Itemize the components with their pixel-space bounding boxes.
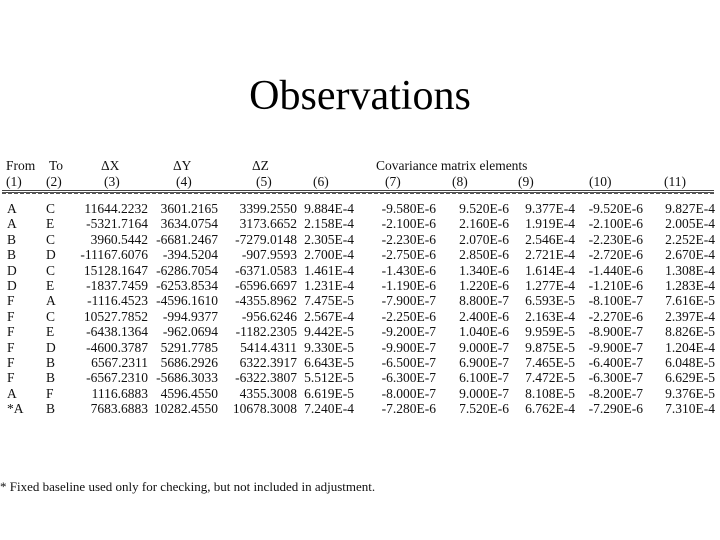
cell-from: F (7, 370, 15, 386)
header-row-labels (0, 158, 720, 174)
cell-delta-y: 5686.2926 (160, 354, 218, 370)
cell-delta-x: -11167.6076 (80, 247, 148, 263)
column-number: (5) (256, 174, 272, 189)
table-row (0, 370, 720, 385)
header-covariance: Covariance matrix elements (376, 158, 528, 173)
table-row (0, 355, 720, 370)
cell-delta-y: -994.9377 (162, 308, 218, 324)
header-row-numbers (0, 174, 720, 190)
cell-delta-z: 3173.6652 (239, 216, 297, 232)
cell-cov-7: -1.430E-6 (381, 262, 436, 278)
header-to: To (49, 158, 64, 173)
cell-delta-y: 4596.4550 (160, 385, 218, 401)
cell-cov-8: 2.400E-6 (459, 308, 509, 324)
cell-cov-10: -7.290E-6 (588, 401, 643, 417)
cell-cov-11: 7.616E-5 (665, 293, 715, 309)
cell-delta-y: 3601.2165 (160, 201, 218, 216)
cell-delta-z: -6596.6697 (235, 277, 297, 293)
cell-from: *A (7, 401, 24, 417)
table-body (0, 201, 720, 416)
cell-cov-6: 9.884E-4 (304, 201, 354, 216)
cell-to: D (46, 247, 56, 263)
cell-delta-x: 15128.1647 (83, 262, 148, 278)
cell-to: C (46, 231, 56, 247)
cell-from: F (7, 339, 15, 355)
cell-cov-6: 2.567E-4 (304, 308, 354, 324)
cell-cov-8: 7.520E-6 (459, 401, 509, 417)
cell-delta-x: 6567.2311 (91, 354, 148, 370)
cell-delta-z: -4355.8962 (235, 293, 297, 309)
cell-delta-z: 5414.4311 (240, 339, 297, 355)
cell-delta-x: -5321.7164 (86, 216, 148, 232)
cell-delta-x: 11644.2232 (84, 201, 148, 216)
cell-from: B (7, 247, 17, 263)
column-number: (7) (385, 174, 401, 189)
cell-delta-z: 4355.3008 (239, 385, 297, 401)
column-number: (3) (104, 174, 120, 189)
cell-to: C (46, 262, 56, 278)
cell-cov-7: -9.200E-7 (381, 324, 436, 340)
cell-cov-9: 6.762E-4 (525, 401, 575, 417)
cell-cov-10: -2.100E-6 (588, 216, 643, 232)
cell-cov-10: -2.720E-6 (588, 247, 643, 263)
cell-cov-11: 8.826E-5 (665, 324, 715, 340)
cell-from: A (7, 385, 17, 401)
cell-cov-7: -1.190E-6 (381, 277, 436, 293)
cell-cov-10: -1.210E-6 (588, 277, 643, 293)
cell-cov-9: 7.465E-5 (525, 354, 575, 370)
cell-cov-11: 2.670E-4 (665, 247, 715, 263)
cell-cov-6: 7.240E-4 (304, 401, 354, 417)
cell-cov-6: 2.158E-4 (304, 216, 354, 232)
cell-delta-x: 7683.6883 (90, 401, 148, 417)
cell-to: E (46, 277, 55, 293)
cell-from: F (7, 293, 15, 309)
cell-from: F (7, 308, 15, 324)
cell-cov-6: 1.231E-4 (304, 277, 354, 293)
cell-from: A (7, 201, 17, 216)
table-row (0, 263, 720, 278)
page-title: Observations (249, 73, 471, 119)
cell-cov-6: 6.619E-5 (304, 385, 354, 401)
cell-to: B (46, 370, 56, 386)
cell-cov-10: -9.520E-6 (588, 201, 643, 216)
rule-dashes (2, 192, 714, 194)
column-number: (1) (6, 174, 22, 189)
header-delta-x: ΔX (101, 158, 120, 173)
cell-delta-z: 3399.2550 (239, 201, 297, 216)
cell-cov-9: 7.472E-5 (525, 370, 575, 386)
cell-delta-y: -962.0694 (162, 324, 218, 340)
cell-cov-6: 2.700E-4 (304, 247, 354, 263)
cell-cov-11: 2.005E-4 (665, 216, 715, 232)
cell-from: D (7, 262, 17, 278)
header-delta-y: ΔY (173, 158, 192, 173)
cell-delta-z: 10678.3008 (232, 401, 297, 417)
cell-cov-8: 1.340E-6 (459, 262, 509, 278)
cell-cov-8: 8.800E-7 (459, 293, 509, 309)
cell-cov-11: 6.048E-5 (665, 354, 715, 370)
table-row (0, 278, 720, 293)
cell-cov-7: -2.230E-6 (381, 231, 436, 247)
cell-cov-9: 8.108E-5 (525, 385, 575, 401)
cell-delta-z: -6322.3807 (235, 370, 297, 386)
cell-delta-z: -6371.0583 (235, 262, 297, 278)
table-row (0, 293, 720, 308)
table-row (0, 340, 720, 355)
cell-cov-11: 1.204E-4 (665, 339, 715, 355)
cell-cov-10: -8.900E-7 (588, 324, 643, 340)
cell-cov-6: 7.475E-5 (304, 293, 354, 309)
cell-cov-11: 9.376E-5 (665, 385, 715, 401)
cell-cov-9: 9.377E-4 (525, 201, 575, 216)
cell-cov-9: 2.721E-4 (525, 247, 575, 263)
cell-cov-8: 9.000E-7 (459, 339, 509, 355)
cell-cov-8: 1.040E-6 (459, 324, 509, 340)
cell-cov-9: 2.546E-4 (525, 231, 575, 247)
cell-to: E (46, 324, 55, 340)
cell-cov-9: 9.875E-5 (525, 339, 575, 355)
cell-cov-6: 9.330E-5 (304, 339, 354, 355)
table-row (0, 324, 720, 339)
cell-cov-10: -1.440E-6 (588, 262, 643, 278)
cell-delta-z: 6322.3917 (239, 354, 297, 370)
cell-cov-8: 6.100E-7 (459, 370, 509, 386)
cell-from: B (7, 231, 17, 247)
cell-from: F (7, 324, 15, 340)
cell-cov-7: -9.900E-7 (381, 339, 436, 355)
cell-delta-y: -394.5204 (162, 247, 218, 263)
cell-delta-x: 10527.7852 (83, 308, 148, 324)
cell-cov-10: -6.400E-7 (588, 354, 643, 370)
cell-cov-10: -6.300E-7 (588, 370, 643, 386)
cell-delta-z: -1182.2305 (235, 324, 297, 340)
cell-delta-x: -4600.3787 (86, 339, 148, 355)
cell-cov-11: 1.283E-4 (665, 277, 715, 293)
cell-cov-10: -8.200E-7 (588, 385, 643, 401)
header-delta-z: ΔZ (252, 158, 269, 173)
cell-from: D (7, 277, 17, 293)
cell-cov-10: -8.100E-7 (588, 293, 643, 309)
cell-cov-7: -2.250E-6 (381, 308, 436, 324)
observations-table (0, 158, 720, 416)
table-row (0, 201, 720, 216)
cell-cov-8: 2.070E-6 (459, 231, 509, 247)
cell-cov-7: -6.300E-7 (381, 370, 436, 386)
cell-delta-y: 10282.4550 (153, 401, 218, 417)
column-number: (4) (176, 174, 192, 189)
cell-cov-7: -9.580E-6 (381, 201, 436, 216)
column-number: (10) (589, 174, 612, 189)
cell-to: A (46, 293, 56, 309)
footnote: * Fixed baseline used only for checking, but not included in adjustment. (0, 479, 376, 494)
cell-delta-y: -6286.7054 (156, 262, 218, 278)
table-row (0, 247, 720, 262)
cell-delta-y: -4596.1610 (156, 293, 218, 309)
cell-cov-9: 1.919E-4 (525, 216, 575, 232)
cell-cov-11: 1.308E-4 (665, 262, 715, 278)
cell-from: F (7, 354, 15, 370)
cell-to: C (46, 308, 56, 324)
cell-to: B (46, 354, 56, 370)
cell-delta-y: -5686.3033 (156, 370, 218, 386)
column-number: (9) (518, 174, 534, 189)
cell-cov-8: 1.220E-6 (459, 277, 509, 293)
cell-cov-6: 9.442E-5 (304, 324, 354, 340)
cell-cov-6: 2.305E-4 (304, 231, 354, 247)
cell-to: B (46, 401, 56, 417)
cell-delta-z: -956.6246 (241, 308, 297, 324)
cell-cov-9: 1.277E-4 (525, 277, 575, 293)
cell-cov-7: -6.500E-7 (381, 354, 436, 370)
cell-cov-7: -7.900E-7 (381, 293, 436, 309)
cell-cov-6: 1.461E-4 (304, 262, 354, 278)
cell-cov-9: 1.614E-4 (525, 262, 575, 278)
cell-cov-11: 2.397E-4 (665, 308, 715, 324)
cell-cov-8: 2.160E-6 (459, 216, 509, 232)
column-number: (11) (664, 174, 686, 189)
cell-cov-11: 6.629E-5 (665, 370, 715, 386)
cell-delta-y: -6253.8534 (156, 277, 218, 293)
cell-to: F (46, 385, 54, 401)
table-row (0, 216, 720, 231)
cell-delta-x: -1116.4523 (87, 293, 148, 309)
cell-cov-11: 2.252E-4 (665, 231, 715, 247)
cell-cov-11: 7.310E-4 (665, 401, 715, 417)
cell-cov-9: 9.959E-5 (525, 324, 575, 340)
cell-cov-6: 5.512E-5 (304, 370, 354, 386)
cell-cov-9: 2.163E-4 (525, 308, 575, 324)
cell-cov-7: -2.750E-6 (381, 247, 436, 263)
column-number: (8) (452, 174, 468, 189)
cell-cov-8: 9.000E-7 (459, 385, 509, 401)
cell-cov-7: -8.000E-7 (381, 385, 436, 401)
cell-delta-x: -6567.2310 (86, 370, 148, 386)
cell-cov-9: 6.593E-5 (525, 293, 575, 309)
cell-cov-10: -9.900E-7 (588, 339, 643, 355)
cell-delta-y: -6681.2467 (156, 231, 218, 247)
table-row (0, 401, 720, 416)
cell-to: D (46, 339, 56, 355)
cell-delta-x: 1116.6883 (91, 385, 148, 401)
table-row (0, 386, 720, 401)
column-number: (2) (46, 174, 62, 189)
cell-cov-7: -7.280E-6 (381, 401, 436, 417)
column-number: (6) (313, 174, 329, 189)
cell-cov-8: 2.850E-6 (459, 247, 509, 263)
cell-delta-y: 3634.0754 (160, 216, 218, 232)
cell-to: C (46, 201, 56, 216)
table-row (0, 232, 720, 247)
cell-cov-8: 9.520E-6 (459, 201, 509, 216)
cell-delta-x: -1837.7459 (86, 277, 148, 293)
cell-from: A (7, 216, 17, 232)
double-rule-divider (2, 190, 714, 201)
cell-cov-6: 6.643E-5 (304, 354, 354, 370)
cell-cov-10: -2.230E-6 (588, 231, 643, 247)
cell-delta-x: -6438.1364 (86, 324, 148, 340)
cell-to: E (46, 216, 55, 232)
cell-cov-8: 6.900E-7 (459, 354, 509, 370)
cell-delta-y: 5291.7785 (160, 339, 218, 355)
table-row (0, 309, 720, 324)
cell-delta-x: 3960.5442 (90, 231, 148, 247)
cell-delta-z: -7279.0148 (235, 231, 297, 247)
cell-delta-z: -907.9593 (241, 247, 297, 263)
cell-cov-10: -2.270E-6 (588, 308, 643, 324)
cell-cov-7: -2.100E-6 (381, 216, 436, 232)
header-from: From (6, 158, 36, 173)
cell-cov-11: 9.827E-4 (665, 201, 715, 216)
